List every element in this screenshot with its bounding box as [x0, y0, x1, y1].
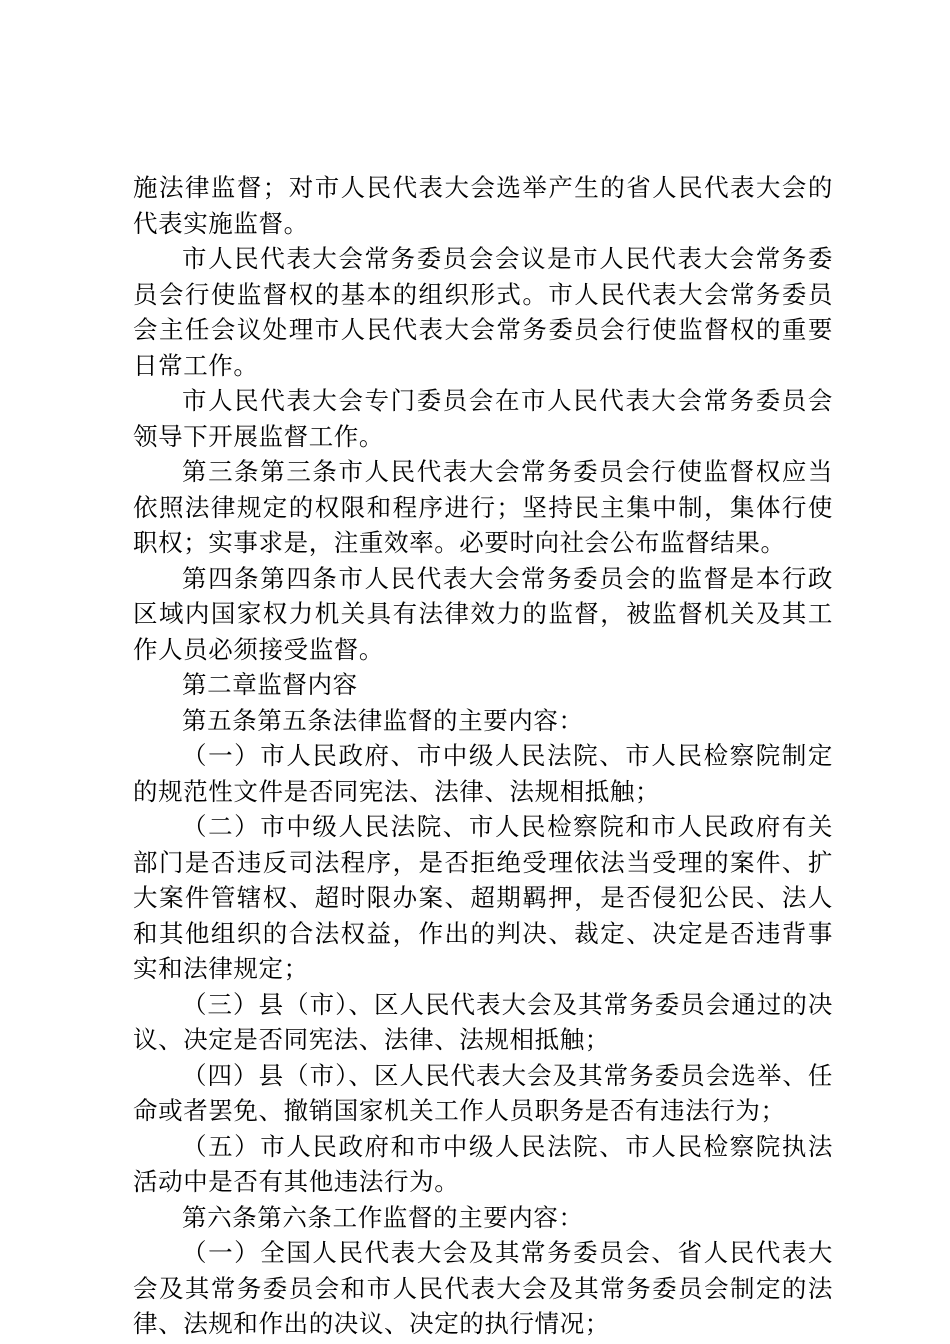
- list-item: （二）市中级人民法院、市人民检察院和市人民政府有关部门是否违反司法程序，是否拒绝受理依法当受理的案件、扩大案件管辖权、超时限办案、超期羁押，是否侵犯公民、法人和其他组织的合法权益，作出的判决、裁定、决定是否违背事实和法律规定；: [133, 812, 833, 983]
- list-item: （三）县（市）、区人民代表大会及其常务委员会通过的决议、决定是否同宪法、法律、法规相抵触；: [133, 989, 833, 1054]
- article-6-heading: 第六条第六条工作监督的主要内容：: [182, 1202, 584, 1232]
- paragraph: 市人民代表大会专门委员会在市人民代表大会常务委员会领导下开展监督工作。: [133, 386, 833, 451]
- article-3-paragraph: 第三条第三条市人民代表大会常务委员会行使监督权应当依照法律规定的权限和程序进行；坚持民主集中制，集体行使职权；实事求是，注重效率。必要时向社会公布监督结果。: [133, 457, 833, 557]
- list-item: （一）市人民政府、市中级人民法院、市人民检察院制定的规范性文件是否同宪法、法律、法规相抵触；: [133, 741, 833, 806]
- article-4-paragraph: 第四条第四条市人民代表大会常务委员会的监督是本行政区域内国家权力机关具有法律效力的监督，被监督机关及其工作人员必须接受监督。: [133, 563, 833, 664]
- paragraph: 市人民代表大会常务委员会会议是市人民代表大会常务委员会行使监督权的基本的组织形式。市人民代表大会常务委员会主任会议处理市人民代表大会常务委员会行使监督权的重要日常工作。: [133, 244, 833, 380]
- list-item: （四）县（市）、区人民代表大会及其常务委员会选举、任命或者罢免、撤销国家机关工作人员职务是否有违法行为；: [133, 1060, 833, 1125]
- list-item: （一）全国人民代表大会及其常务委员会、省人民代表大会及其常务委员会和市人民代表大会及其常务委员会制定的法律、法规和作出的决议、决定的执行情况；: [133, 1238, 833, 1338]
- document-body: [133, 170, 833, 1342]
- chapter-heading: 第二章监督内容: [182, 670, 358, 699]
- article-5-heading: 第五条第五条法律监督的主要内容：: [182, 705, 584, 735]
- paragraph: 施法律监督；对市人民代表大会选举产生的省人民代表大会的代表实施监督。: [133, 173, 833, 238]
- list-item: （五）市人民政府和市中级人民法院、市人民检察院执法活动中是否有其他违法行为。: [133, 1131, 833, 1196]
